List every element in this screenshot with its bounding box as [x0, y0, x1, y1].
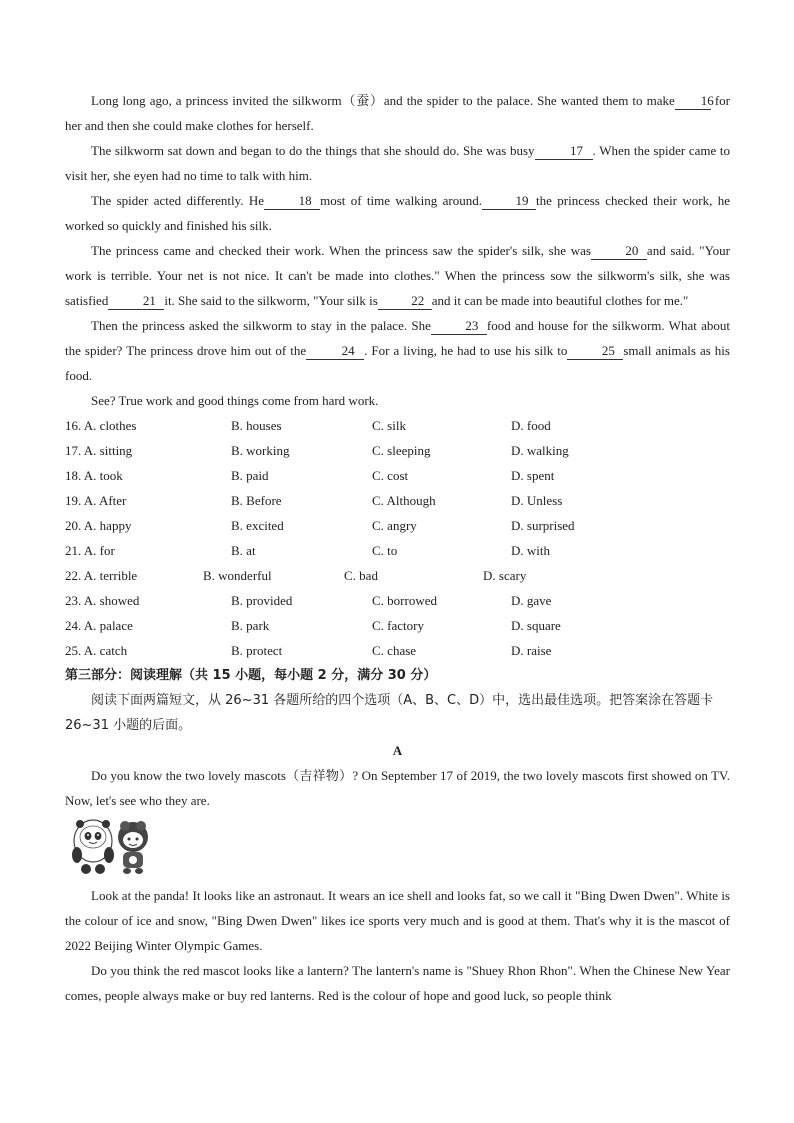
option[interactable]: B. paid [231, 468, 269, 483]
option[interactable]: D. spent [511, 468, 555, 483]
option-row-23 [65, 588, 730, 613]
option[interactable]: 25. A. catch [65, 643, 128, 658]
option[interactable]: B. excited [231, 518, 284, 533]
option[interactable]: D. square [511, 618, 561, 633]
passage-letter: A [392, 743, 403, 758]
blank-17: 17 [535, 143, 593, 160]
option[interactable]: D. food [511, 418, 551, 433]
option[interactable]: 16. A. clothes [65, 418, 137, 433]
blank-22: 22 [378, 293, 432, 310]
blank-16: 16 [675, 93, 711, 110]
option-row-24 [65, 613, 730, 638]
option[interactable]: B. working [231, 443, 290, 458]
passage-paragraph-2 [65, 138, 730, 188]
option[interactable]: C. cost [372, 468, 409, 483]
option-row-25 [65, 638, 730, 663]
reading-paragraph-1: Do you know the two lovely mascots（吉祥物）? On September 17 of 2019, the two lovely mascots first showed on TV. Now, let's see who they are. [65, 768, 730, 808]
option-row-19 [65, 488, 730, 513]
option[interactable]: C. bad [344, 568, 378, 583]
text: and said. "Your work is terrible. Your net is not nice. It can't be made into clothes." When the princess sow the silkworm's silk, she was satisfied [65, 243, 730, 308]
text: . When the spider came to visit her, she eyen had no time to talk with him. [65, 143, 730, 183]
option[interactable]: B. protect [231, 643, 283, 658]
option[interactable]: B. wonderful [203, 568, 272, 583]
option[interactable]: C. angry [372, 518, 417, 533]
text: the princess checked their work, he worked so quickly and finished his silk. [65, 193, 730, 233]
blank-23: 23 [431, 318, 487, 335]
option-row-16 [65, 413, 730, 438]
text: and it can be made into beautiful clothes for me." [431, 293, 689, 308]
text: Long long ago, a princess invited the silkworm（蚕）and the spider to the palace. She wanted them to make [91, 93, 675, 108]
option[interactable]: 17. A. sitting [65, 443, 133, 458]
mascots-illustration [69, 815, 159, 877]
passage-paragraph-6: See? True work and good things come from hard work. [91, 393, 379, 408]
text: Then the princess asked the silkworm to stay in the palace. She [91, 318, 431, 333]
option[interactable]: D. gave [511, 593, 552, 608]
reading-paragraph-3: Do you think the red mascot looks like a lantern? The lantern's name is "Shuey Rhon Rhon". When the Chinese New Year comes, people always make or buy red lanterns. Red is the colour of hope and good luck, so people think [65, 963, 730, 1003]
text: food and house for the silkworm. What about the spider? The princess drove him out of the [65, 318, 730, 358]
text: The silkworm sat down and began to do the things that she should do. She was busy [91, 143, 535, 158]
option[interactable]: D. scary [483, 568, 527, 583]
option[interactable]: 22. A. terrible [65, 568, 138, 583]
blank-24: 24 [306, 343, 364, 360]
text: The princess came and checked their work. When the princess saw the spider's silk, she was [91, 243, 591, 258]
option[interactable]: C. borrowed [372, 593, 437, 608]
passage-paragraph-5 [65, 313, 730, 388]
option[interactable]: C. factory [372, 618, 424, 633]
option[interactable]: 21. A. for [65, 543, 115, 558]
reading-paragraph-2: Look at the panda! It looks like an astronaut. It wears an ice shell and looks fat, so we call it "Bing Dwen Dwen". White is the colour of ice and snow, "Bing Dwen Dwen" likes ice sports very much and is good at them. That's why it is the mascot of 2022 Beijing Winter Olympic Games. [65, 888, 730, 953]
panda-mascot-icon [72, 820, 114, 874]
passage-paragraph-3 [65, 188, 730, 238]
option[interactable]: D. with [511, 543, 550, 558]
answer-options [65, 413, 730, 663]
option[interactable]: D. Unless [511, 493, 563, 508]
option[interactable]: 18. A. took [65, 468, 123, 483]
option[interactable]: 20. A. happy [65, 518, 132, 533]
option-row-20 [65, 513, 730, 538]
option[interactable]: D. walking [511, 443, 569, 458]
blank-25: 25 [567, 343, 623, 360]
option[interactable]: B. Before [231, 493, 282, 508]
blank-20: 20 [591, 243, 647, 260]
text: most of time walking around. [320, 193, 483, 208]
option[interactable]: C. chase [372, 643, 417, 658]
option[interactable]: B. at [231, 543, 256, 558]
option[interactable]: B. houses [231, 418, 282, 433]
option[interactable]: C. sleeping [372, 443, 431, 458]
option[interactable]: 19. A. After [65, 493, 127, 508]
blank-18: 18 [264, 193, 320, 210]
option-row-21 [65, 538, 730, 563]
section-heading: 第三部分：阅读理解（共 15 小题，每小题 2 分，满分 30 分） [65, 668, 437, 683]
option[interactable]: D. surprised [511, 518, 575, 533]
option-row-18 [65, 463, 730, 488]
section-instruction: 阅读下面两篇短文，从 26~31 各题所给的四个选项（A、B、C、D）中，选出最佳选项。把答案涂在答题卡 26~31 小题的后面。 [65, 693, 714, 733]
text: The spider acted differently. He [91, 193, 265, 208]
blank-21: 21 [108, 293, 164, 310]
option[interactable]: D. raise [511, 643, 552, 658]
text: it. She said to the silkworm, "Your silk is [164, 293, 378, 308]
option[interactable]: 24. A. palace [65, 618, 133, 633]
text: small animals as his food. [65, 343, 730, 383]
passage-paragraph-1 [65, 88, 730, 138]
text: . For a living, he had to use his silk to [364, 343, 568, 358]
option[interactable]: C. Although [372, 493, 436, 508]
passage-paragraph-4 [65, 238, 730, 313]
option-row-22 [65, 563, 730, 588]
lantern-mascot-icon [118, 821, 148, 874]
option[interactable]: B. park [231, 618, 270, 633]
option[interactable]: C. silk [372, 418, 406, 433]
text: for her and then she could make clothes for herself. [65, 93, 730, 133]
blank-19: 19 [482, 193, 536, 210]
option[interactable]: C. to [372, 543, 398, 558]
option[interactable]: B. provided [231, 593, 293, 608]
exam-page [65, 88, 730, 1008]
option[interactable]: 23. A. showed [65, 593, 140, 608]
option-row-17 [65, 438, 730, 463]
